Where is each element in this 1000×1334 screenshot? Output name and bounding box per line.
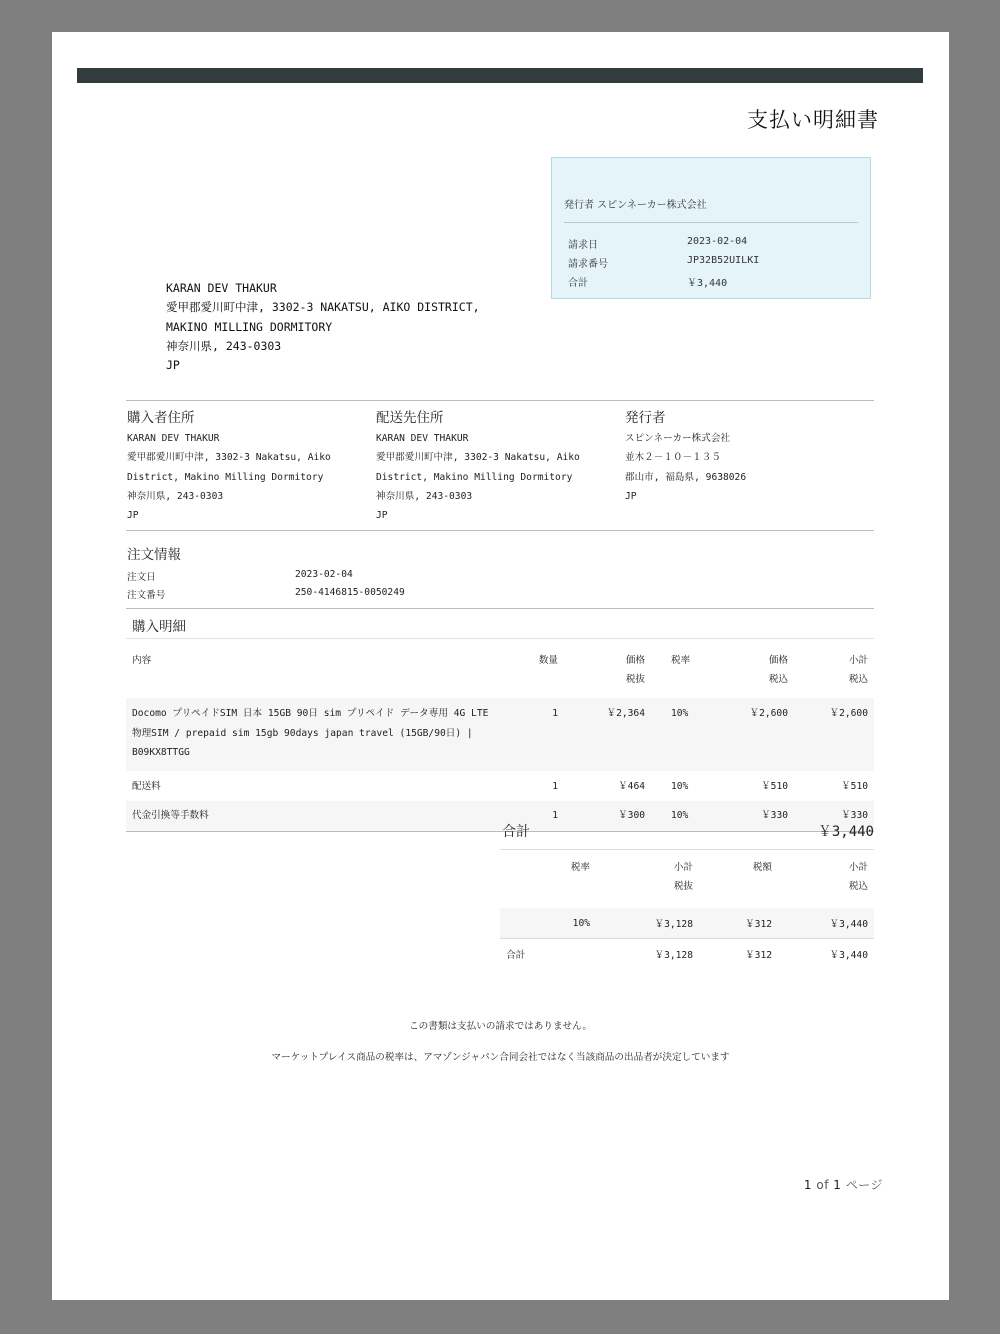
summary-label: 請求日: [568, 240, 598, 251]
grand-total-label: 合計: [502, 824, 530, 840]
summary-label: 請求番号: [568, 259, 608, 270]
address-line: 愛甲郡愛川町中津, 3302-3 Nakatsu, Aiko: [376, 452, 580, 464]
document-title: 支払い明細書: [747, 108, 879, 132]
shipping-address-heading: 配送先住所: [376, 410, 444, 426]
divider: [126, 608, 874, 609]
address-line: KARAN DEV THAKUR: [376, 433, 469, 444]
item-description: 配送料: [132, 780, 161, 792]
item-tax-rate: 10%: [651, 801, 707, 831]
item-tax-rate: 10%: [671, 780, 689, 792]
item-quantity: 1: [552, 780, 558, 792]
item-price-in: ￥330: [707, 801, 794, 831]
address-line: 神奈川県, 243-0303: [376, 490, 473, 502]
column-header-tax-rate: 税率: [671, 655, 691, 666]
tax-summary-table: [500, 852, 874, 969]
column-header-price-in: 価格 税込: [768, 655, 788, 685]
tax-subtotal-in: ￥3,440: [778, 908, 874, 939]
buyer-address-column: [127, 408, 367, 525]
order-number-label: 注文番号: [127, 590, 166, 601]
item-quantity: 1: [512, 698, 564, 771]
issuer-heading: 発行者: [625, 410, 666, 426]
tax-subtotal-ex: ￥3,128: [596, 908, 699, 939]
summary-value: JP32B52UILKI: [687, 255, 760, 266]
item-description: 代金引換等手数料: [126, 801, 512, 831]
order-number-row: [127, 587, 405, 601]
address-line: 愛甲郡愛川町中津, 3302-3 NAKATSU, AIKO DISTRICT,: [166, 300, 480, 315]
summary-row-total: [568, 274, 728, 289]
tax-subtotal-in: ￥3,440: [778, 939, 874, 970]
tax-rate: 10%: [540, 908, 596, 939]
items-heading: 購入明細: [132, 619, 186, 635]
divider: [126, 530, 874, 531]
order-number-value: 250-4146815-0050249: [295, 587, 405, 598]
header-bar: [77, 68, 923, 83]
item-price-ex: ￥2,364: [564, 698, 651, 771]
tax-total-label: 合計: [500, 939, 540, 970]
column-header-subtotal: 小計 税込: [848, 655, 868, 685]
item-quantity: 1: [512, 801, 564, 831]
order-date-value: 2023-02-04: [295, 569, 353, 580]
item-subtotal: ￥2,600: [794, 698, 874, 771]
address-line: KARAN DEV THAKUR: [166, 281, 277, 295]
address-line: 並木２－１０－１３５: [625, 452, 721, 464]
issuer-label: 発行者 スピンネーカー株式会社: [564, 200, 707, 211]
address-line: JP: [127, 510, 139, 522]
address-line: 郡山市, 福島県, 9638026: [625, 471, 747, 483]
recipient-address: [166, 279, 480, 375]
invoice-page: [52, 32, 949, 1300]
tax-column-subtotal-in: 小計 税込: [848, 862, 868, 892]
item-subtotal: ￥510: [841, 780, 868, 792]
buyer-address-heading: 購入者住所: [127, 410, 195, 426]
summary-value: 2023-02-04: [687, 236, 748, 247]
invoice-summary-box: [551, 157, 871, 299]
address-line: MAKINO MILLING DORMITORY: [166, 319, 333, 334]
page-suffix: ページ: [845, 1178, 883, 1192]
summary-label: 合計: [568, 278, 588, 289]
table-row: [126, 771, 874, 802]
summary-value: ￥3,440: [687, 278, 728, 289]
order-date-label: 注文日: [127, 572, 156, 583]
item-price-ex: ￥464: [618, 780, 645, 792]
address-line: District, Makino Milling Dormitory: [376, 471, 573, 483]
item-description: Docomo プリペイドSIM 日本 15GB 90日 sim プリペイド データ専用 4G LTE 物理SIM / prepaid sim 15gb 90days japan travel (15GB/90日) | B09KX8TTGG: [126, 698, 512, 771]
address-line: JP: [625, 490, 637, 502]
page-current: 1: [803, 1178, 813, 1192]
order-info-heading: 注文情報: [127, 547, 181, 563]
tax-column-subtotal-ex: 小計 税抜: [673, 862, 693, 892]
item-subtotal: ￥330: [794, 801, 874, 831]
page-indicator: [804, 1176, 883, 1193]
shipping-address-column: [376, 408, 616, 525]
tax-total-row: [500, 939, 874, 970]
grand-total-value: ￥3,440: [817, 824, 874, 840]
tax-row-label: [500, 908, 540, 939]
column-header-price-ex: 価格 税抜: [625, 655, 645, 685]
tax-amount: ￥312: [699, 908, 778, 939]
column-header-description: 内容: [132, 655, 152, 666]
summary-row-invoice-number: [568, 255, 760, 270]
issuer-address-column: [625, 408, 865, 506]
tax-rate: [540, 939, 596, 970]
divider: [126, 400, 874, 401]
address-line: District, Makino Milling Dormitory: [127, 471, 324, 483]
address-line: KARAN DEV THAKUR: [127, 433, 220, 444]
column-header-quantity: 数量: [538, 655, 558, 666]
footnote-not-a-bill: この書類は支払いの請求ではありません。: [409, 1021, 592, 1032]
page-total: 1: [833, 1178, 842, 1192]
footnote-marketplace-tax: マーケットプレイス商品の税率は、アマゾンジャパン合同会社ではなく当該商品の出品者が決定しています: [271, 1052, 730, 1063]
page-of: of: [816, 1178, 829, 1192]
item-price-in: ￥510: [761, 780, 788, 792]
address-line: 愛甲郡愛川町中津, 3302-3 Nakatsu, Aiko: [127, 452, 331, 464]
summary-row-invoice-date: [568, 236, 748, 251]
address-line: スピンネーカー株式会社: [625, 433, 731, 444]
items-header-row: [126, 639, 874, 698]
tax-amount: ￥312: [699, 939, 778, 970]
tax-column-rate: 税率: [570, 862, 590, 873]
item-price-in: ￥2,600: [707, 698, 794, 771]
address-line: JP: [376, 510, 388, 522]
summary-divider: [564, 222, 858, 223]
address-line: 神奈川県, 243-0303: [166, 338, 282, 353]
item-price-ex: ￥300: [564, 801, 651, 831]
address-line: 神奈川県, 243-0303: [127, 490, 224, 502]
tax-column-tax: 税額: [752, 862, 772, 873]
tax-subtotal-ex: ￥3,128: [596, 939, 699, 970]
order-date-row: [127, 569, 353, 583]
grand-total-row: [500, 819, 874, 850]
table-row: [126, 698, 874, 771]
address-line: JP: [166, 358, 180, 373]
item-tax-rate: 10%: [651, 698, 707, 771]
tax-header-row: [500, 852, 874, 908]
items-table: [126, 639, 874, 832]
tax-row: [500, 908, 874, 939]
